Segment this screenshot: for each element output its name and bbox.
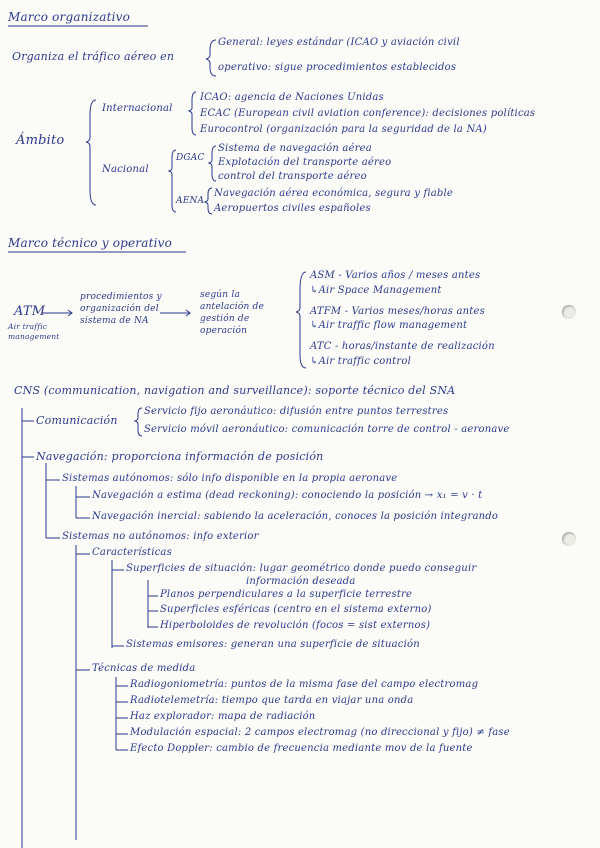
segun-line-3: gestión de [200, 314, 250, 324]
nacional-label: Nacional [102, 164, 149, 175]
general-item: General: leyes estándar (ICAO y aviación civil [218, 37, 460, 48]
proc-line-1: procedimientos y [80, 292, 162, 302]
aena-item-2: Aeropuertos civiles españoles [214, 203, 371, 214]
dgac-item-2: Explotación del transporte aéreo [218, 157, 392, 168]
haz-item: Haz explorador: mapa de radiación [130, 711, 316, 722]
section-title-marco-organizativo: Marco organizativo [8, 10, 131, 24]
segun-line-1: según la [200, 290, 241, 300]
atm-sub-2: management [8, 332, 60, 341]
emisores-item: Sistemas emisores: generan una superficie de situación [126, 639, 420, 650]
radiogoniometria-item: Radiogoniometría: puntos de la misma fase del campo electromag [130, 679, 479, 690]
section-title-marco-tecnico: Marco técnico y operativo [8, 236, 173, 250]
navegacion-label: Navegación: proporciona información de posición [36, 450, 324, 463]
segun-line-4: operación [200, 326, 248, 336]
proc-line-2: organización del [80, 304, 159, 314]
estima-item: Navegación a estima (dead reckoning): conociendo la posición → x₁ = v · t [92, 490, 483, 501]
superficies-line-1: Superficies de situación: lugar geométrico donde puedo conseguir [126, 563, 477, 574]
tecnicas-label: Técnicas de medida [92, 663, 196, 674]
ecac-item: ECAC (European civil aviation conference): decisiones políticas [200, 108, 536, 119]
modulacion-item: Modulación espacial: 2 campos electromag (no direccional y fijo) ≠ fase [130, 727, 510, 738]
cns-title: CNS (communication, navigation and surveillance): soporte técnico del SNA [14, 384, 456, 397]
comunicacion-label: Comunicación [36, 414, 118, 427]
punch-hole-top [562, 305, 576, 319]
internacional-label: Internacional [102, 103, 173, 114]
atc-line-1: ATC - horas/instante de realización [310, 341, 495, 352]
autonomos-item: Sistemas autónomos: sólo info disponible en la propia aeronave [62, 473, 398, 484]
asm-line-1: ASM - Varios años / meses antes [310, 270, 481, 281]
aena-label: AENA [176, 196, 205, 206]
radiotelemetria-item: Radiotelemetría: tiempo que tarda en viajar una onda [130, 695, 414, 706]
segun-line-2: antelación de [200, 302, 265, 312]
atm-label: ATM [14, 304, 46, 319]
dgac-item-3: control del transporte aéreo [218, 171, 367, 182]
operativo-item: operativo: sigue procedimientos establecidos [218, 62, 457, 73]
proc-line-3: sistema de NA [80, 316, 149, 326]
comunicacion-item-1: Servicio fijo aeronáutico: difusión entre puntos terrestres [144, 406, 449, 417]
aena-item-1: Navegación aérea económica, segura y fiable [214, 188, 454, 199]
dgac-label: DGAC [176, 153, 205, 163]
caracteristicas-label: Características [92, 547, 172, 558]
dgac-item-1: Sistema de navegación aérea [218, 143, 372, 154]
inercial-item: Navegación inercial: sabiendo la aceleración, conoces la posición integrando [92, 511, 499, 522]
icao-item: ICAO: agencia de Naciones Unidas [200, 92, 384, 103]
atfm-line-1: ATFM - Varios meses/horas antes [310, 306, 485, 317]
superficies-line-2: información deseada [246, 576, 356, 587]
punch-hole-bottom [562, 532, 576, 546]
atfm-line-2: ↳Air traffic flow management [310, 320, 468, 331]
atc-line-2: ↳Air traffic control [310, 356, 411, 367]
asm-line-2: ↳Air Space Management [310, 285, 442, 296]
no-autonomos-item: Sistemas no autónomos: info exterior [62, 531, 259, 542]
doppler-item: Efecto Doppler: cambio de frecuencia mediante mov de la fuente [130, 743, 473, 754]
comunicacion-item-2: Servicio móvil aeronáutico: comunicación torre de control - aeronave [144, 424, 510, 435]
organiza-label: Organiza el tráfico aéreo en [12, 50, 175, 63]
planos-item: Planos perpendiculares a la superficie terrestre [160, 589, 413, 600]
eurocontrol-item: Eurocontrol (organización para la seguridad de la NA) [200, 124, 487, 135]
atm-sub-1: Air traffic [8, 322, 48, 331]
ambito-label: Ámbito [16, 133, 65, 148]
esfericas-item: Superficies esféricas (centro en el sistema externo) [160, 604, 432, 615]
hiperboloides-item: Hiperboloides de revolución (focos = sist externos) [160, 620, 431, 631]
